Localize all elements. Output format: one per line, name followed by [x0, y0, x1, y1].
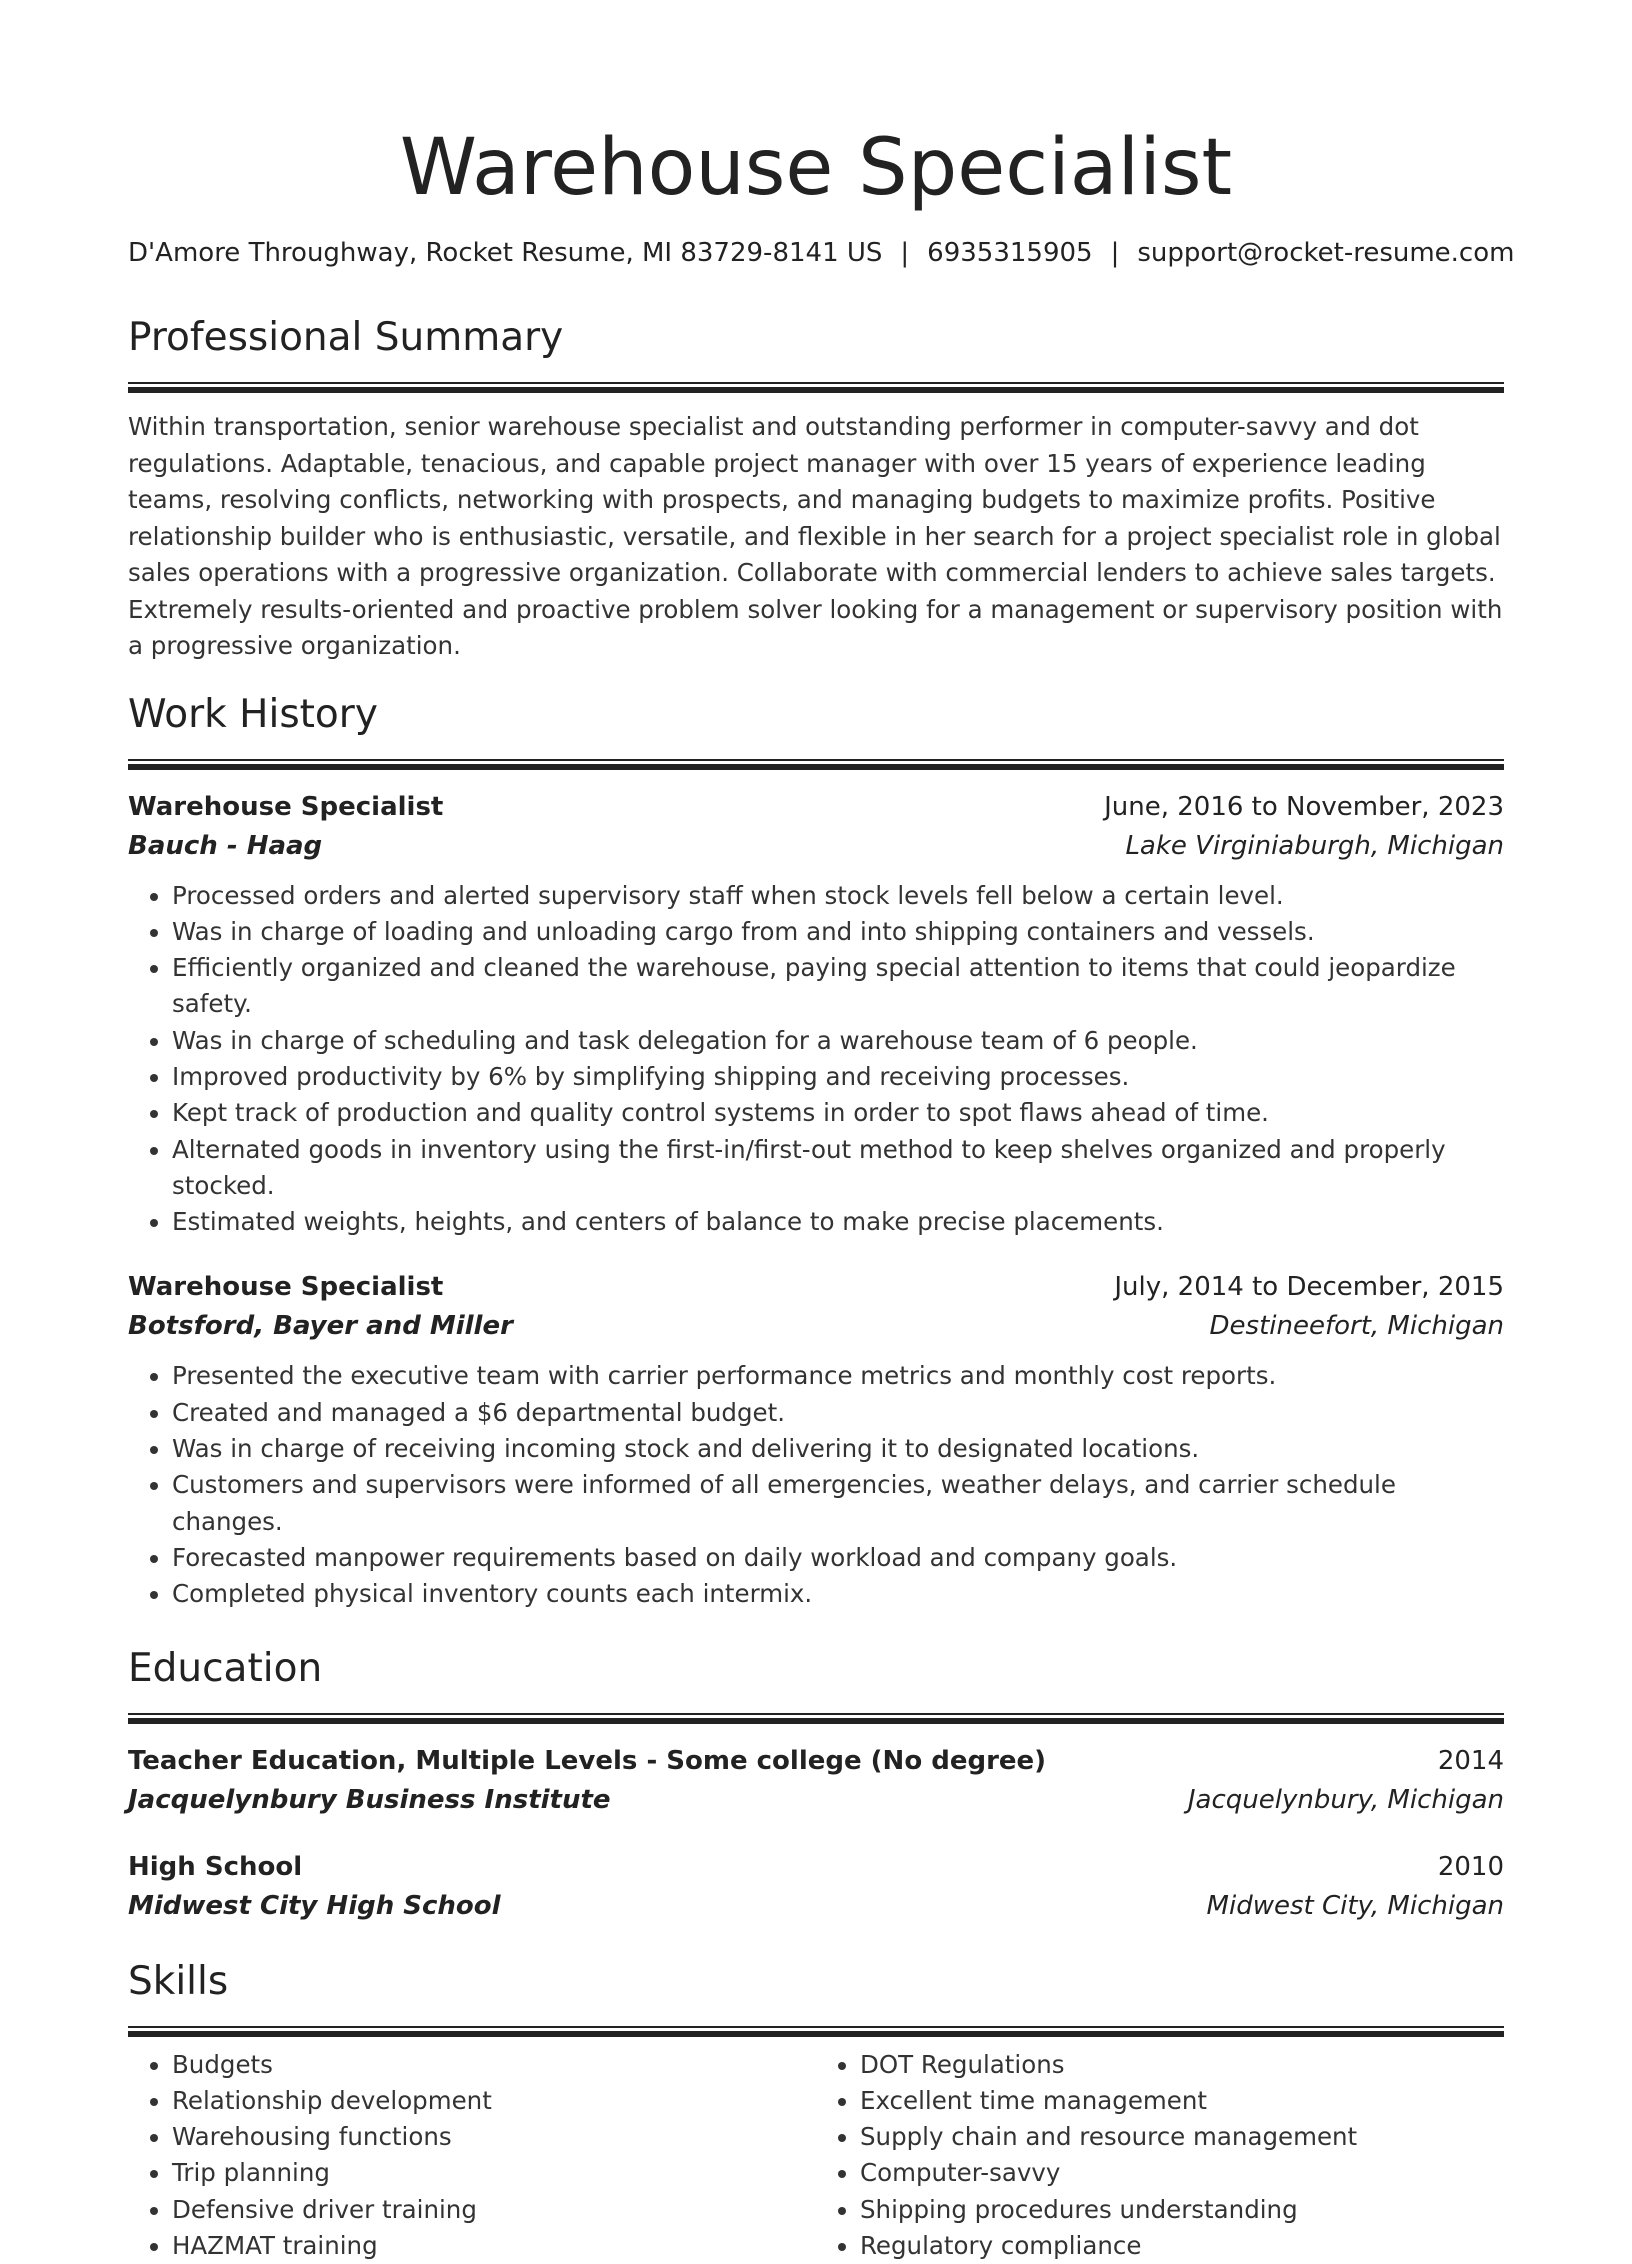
job-dates: July, 2014 to December, 2015 — [1114, 1272, 1504, 1303]
job-entry — [128, 1268, 1504, 1612]
education-year: 2014 — [1437, 1745, 1504, 1776]
job-bullet: • Estimated weights, heights, and centers of balance to make precise placements. — [172, 1204, 1504, 1240]
education-entry — [128, 1742, 1504, 1820]
job-bullet: • Improved productivity by 6% by simplifying shipping and receiving processes. — [172, 1059, 1504, 1095]
job-employer: Botsford, Bayer and Miller — [128, 1311, 513, 1342]
skill-item: • Regulatory compliance — [860, 2228, 1504, 2264]
education-degree: Teacher Education, Multiple Levels - Some college (No degree) — [128, 1745, 1047, 1776]
job-bullet: • Presented the executive team with carrier performance metrics and monthly cost reports. — [172, 1358, 1504, 1394]
job-location: Lake Virginiaburgh, Michigan — [1125, 830, 1504, 861]
section-divider — [128, 759, 1504, 770]
skills-grid — [128, 2047, 1504, 2264]
summary-section — [128, 314, 1504, 665]
job-bullets — [128, 878, 1504, 1241]
job-dates: June, 2016 to November, 2023 — [1104, 791, 1504, 822]
section-title-education: Education — [128, 1645, 323, 1691]
job-bullet: • Customers and supervisors were informed of all emergencies, weather delays, and carrier schedule changes. — [172, 1467, 1504, 1540]
contact-phone: 6935315905 — [927, 238, 1093, 268]
skill-item: • Excellent time management — [860, 2083, 1504, 2119]
education-entry — [128, 1848, 1504, 1926]
resume-name: Warehouse Specialist — [399, 123, 1233, 213]
job-bullet: • Efficiently organized and cleaned the warehouse, paying special attention to items that could jeopardize safety. — [172, 950, 1504, 1023]
job-bullet: • Forecasted manpower requirements based on daily workload and company goals. — [172, 1540, 1504, 1576]
job-bullet: • Was in charge of receiving incoming stock and delivering it to designated locations. — [172, 1431, 1504, 1467]
section-title-work-history: Work History — [128, 691, 378, 737]
skill-item: • DOT Regulations — [860, 2047, 1504, 2083]
work-history-section — [128, 691, 1504, 1613]
job-bullet: • Processed orders and alerted supervisory staff when stock levels fell below a certain level. — [172, 878, 1504, 914]
skill-item: • Relationship development — [172, 2083, 816, 2119]
skills-column-right — [816, 2047, 1504, 2264]
contact-email: support@rocket-resume.com — [1137, 238, 1515, 268]
education-school: Midwest City High School — [128, 1890, 501, 1921]
education-location: Jacquelynbury, Michigan — [1187, 1784, 1504, 1815]
skill-item: • Warehousing functions — [172, 2119, 816, 2155]
job-title: Warehouse Specialist — [128, 791, 444, 822]
job-location: Destineefort, Michigan — [1209, 1311, 1504, 1342]
section-title-skills: Skills — [128, 1958, 229, 2004]
education-degree: High School — [128, 1851, 303, 1882]
contact-line — [128, 236, 1515, 270]
job-bullet: • Created and managed a $6 departmental budget. — [172, 1395, 1504, 1431]
education-year: 2010 — [1437, 1851, 1504, 1882]
section-divider — [128, 382, 1504, 393]
skill-item: • Trip planning — [172, 2155, 816, 2191]
skill-item: • HAZMAT training — [172, 2228, 816, 2264]
job-bullet: • Alternated goods in inventory using the first-in/first-out method to keep shelves organized and properly stocked. — [172, 1132, 1504, 1205]
contact-separator: | — [1110, 238, 1120, 268]
education-school: Jacquelynbury Business Institute — [128, 1784, 611, 1815]
skills-column-left — [128, 2047, 816, 2264]
skills-section — [128, 1958, 1504, 2264]
job-entry — [128, 788, 1504, 1241]
contact-address: D'Amore Throughway, Rocket Resume, MI 83729-8141 US — [128, 238, 883, 268]
skill-item: • Shipping procedures understanding — [860, 2192, 1504, 2228]
job-bullet: • Was in charge of scheduling and task delegation for a warehouse team of 6 people. — [172, 1023, 1504, 1059]
education-section — [128, 1645, 1504, 1926]
section-title-summary: Professional Summary — [128, 315, 564, 360]
job-bullet: • Kept track of production and quality control systems in order to spot flaws ahead of time. — [172, 1095, 1504, 1131]
section-divider — [128, 2026, 1504, 2037]
job-bullets — [128, 1358, 1504, 1612]
job-bullet: • Completed physical inventory counts each intermix. — [172, 1576, 1504, 1612]
job-title: Warehouse Specialist — [128, 1272, 444, 1303]
contact-separator: | — [900, 238, 910, 268]
skill-item: • Defensive driver training — [172, 2192, 816, 2228]
skill-item: • Budgets — [172, 2047, 816, 2083]
skill-item: • Computer-savvy — [860, 2155, 1504, 2191]
job-bullet: • Was in charge of loading and unloading cargo from and into shipping containers and vessels. — [172, 914, 1504, 950]
job-employer: Bauch - Haag — [128, 830, 323, 861]
education-location: Midwest City, Michigan — [1206, 1890, 1504, 1921]
skill-item: • Supply chain and resource management — [860, 2119, 1504, 2155]
summary-text: Within transportation, senior warehouse specialist and outstanding performer in computer-savvy and dot regulations. Adaptable, tenacious, and capable project manager with over 15 years of experience leading teams, resolving conflicts, networking with prospects, and managing budgets to maximize profits. Positive relationship builder who is enthusiastic, versatile, and flexible in her search for a project specialist role in global sales operations with a progressive organization. Collaborate with commercial lenders to achieve sales targets. Extremely results-oriented and proactive problem solver looking for a management or supervisory position with a progressive organization. — [128, 412, 1503, 660]
section-divider — [128, 1713, 1504, 1724]
